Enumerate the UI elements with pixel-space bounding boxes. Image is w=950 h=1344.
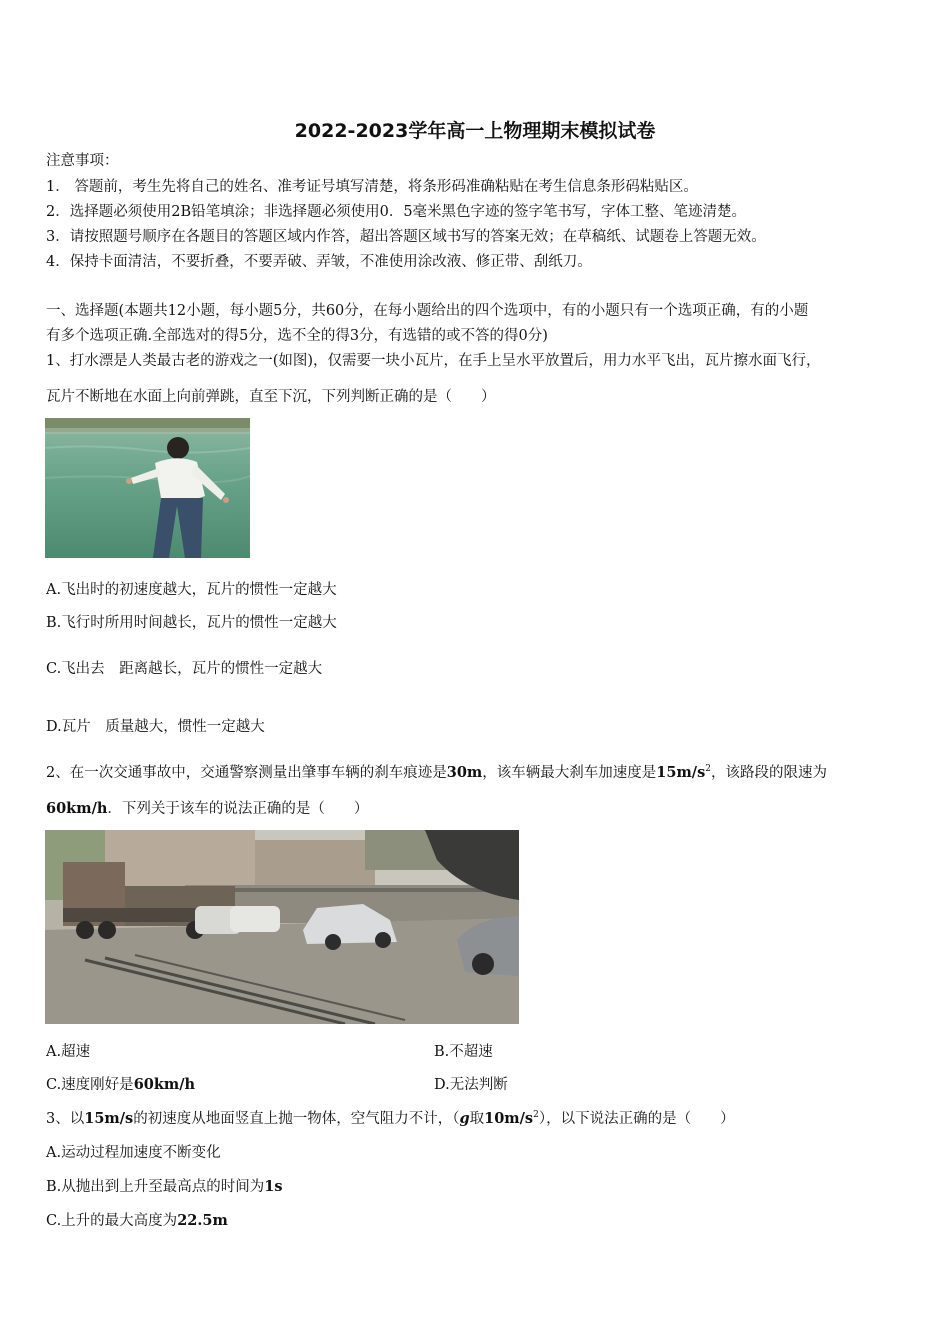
question-1-stem-line2: 瓦片不断地在水面上向前弹跳，直至下沉，下列判断正确的是（ ） <box>46 389 496 405</box>
notice-item-2: 2．选择题必须使用2B铅笔填涂；非选择题必须使用0．5毫米黑色字迹的签字笔书写，字体工整、笔迹清楚。 <box>46 204 747 220</box>
question-2-option-b: B.不超速 <box>434 1044 493 1060</box>
question-1-option-d: D.瓦片 质量越大，惯性一定越大 <box>46 719 265 735</box>
question-2-stem-line2: 60km/h．下列关于该车的说法正确的是（ ） <box>46 800 369 817</box>
question-2-option-a: A.超速 <box>46 1044 91 1060</box>
question-2-stem-line1: 2、在一次交通事故中，交通警察测量出肇事车辆的刹车痕迹是30m，该车辆最大刹车加速度是$15m/s^2$，该路段的限速为 <box>46 764 827 781</box>
question-1-option-a: A.飞出时的初速度越大，瓦片的惯性一定越大 <box>46 582 337 598</box>
question-1-stem-line1: 1、打水漂是人类最古老的游戏之一(如图)，仅需要一块小瓦片，在手上呈水平放置后，用力水平飞出，瓦片擦水面飞行， <box>46 353 821 369</box>
notice-item-4: 4．保持卡面清洁，不要折叠，不要弄破、弄皱，不准使用涂改液、修正带、刮纸刀。 <box>46 254 592 270</box>
section-instructions-line1: 一、选择题(本题共12小题，每小题5分，共60分，在每小题给出的四个选项中，有的小题只有一个选项正确，有的小题 <box>46 303 809 319</box>
stone-skipping-photo <box>45 418 250 558</box>
section-instructions-line2: 有多个选项正确.全部选对的得5分，选不全的得3分，有选错的或不答的得0分) <box>46 328 548 344</box>
skid-marks-photo <box>45 830 519 1024</box>
question-3-stem: 3、以15m/s的初速度从地面竖直上抛一物体，空气阻力不计，（g取$10m/s^2$），以下说法正确的是（ ） <box>46 1110 735 1127</box>
question-3-option-a: A.运动过程加速度不断变化 <box>46 1145 221 1161</box>
question-1-option-c: C.飞出去 距离越长，瓦片的惯性一定越大 <box>46 661 323 677</box>
notice-item-1: 1． 答题前，考生先将自己的姓名、准考证号填写清楚，将条形码准确粘贴在考生信息条形码粘贴区。 <box>46 179 698 195</box>
question-2-option-c: C.速度刚好是60km/h <box>46 1076 196 1093</box>
page-title: 2022-2023学年高一上物理期末模拟试卷 <box>294 120 656 142</box>
notice-heading: 注意事项： <box>46 153 119 169</box>
question-3-option-b: B.从抛出到上升至最高点的时间为1s <box>46 1178 283 1195</box>
question-2-option-d: D.无法判断 <box>434 1077 508 1093</box>
question-3-option-c: C.上升的最大高度为22.5m <box>46 1212 228 1229</box>
question-1-option-b: B.飞行时所用时间越长，瓦片的惯性一定越大 <box>46 615 337 631</box>
notice-item-3: 3．请按照题号顺序在各题目的答题区域内作答，超出答题区域书写的答案无效；在草稿纸、试题卷上答题无效。 <box>46 229 766 245</box>
